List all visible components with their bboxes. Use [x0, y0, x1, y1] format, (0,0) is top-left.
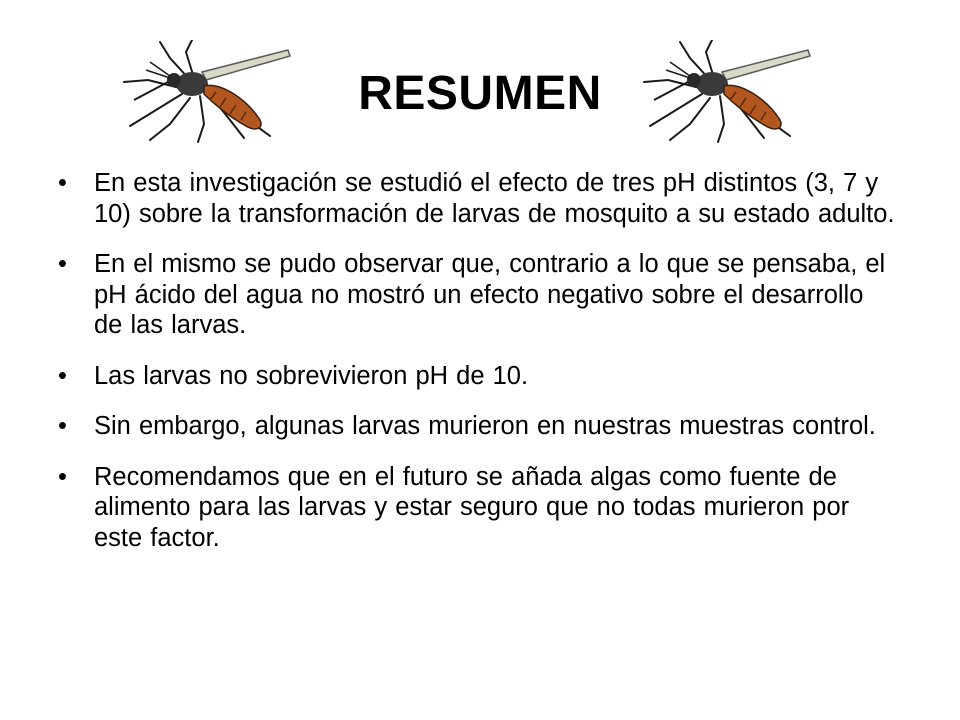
bullet-item — [58, 249, 898, 341]
mosquito-icon — [640, 40, 840, 144]
bullet-icon: • — [58, 169, 67, 197]
bullet-list — [58, 168, 898, 573]
bullet-item — [58, 168, 898, 229]
bullet-item — [58, 411, 898, 442]
bullet-icon: • — [58, 412, 67, 440]
bullet-text: Recomendamos que en el futuro se añada algas como fuente de alimento para las larvas y estar seguro que no todas murieron por este factor. — [94, 462, 850, 552]
bullet-text: Las larvas no sobrevivieron pH de 10. — [94, 361, 529, 390]
bullet-item — [58, 462, 898, 554]
bullet-icon: • — [58, 462, 67, 491]
bullet-text: En el mismo se pudo observar que, contrario a lo que se pensaba, el pH ácido del agua no mostró un efecto negativo sobre el desarrollo de las larvas. — [94, 250, 886, 339]
mosquito-icon — [120, 40, 320, 144]
bullet-icon: • — [58, 250, 67, 278]
page-title: RESUMEN — [358, 67, 602, 120]
bullet-text: Sin embargo, algunas larvas murieron en nuestras muestras control. — [94, 412, 876, 440]
bullet-item — [58, 361, 898, 392]
bullet-text: En esta investigación se estudió el efecto de tres pH distintos (3, 7 y 10) sobre la transformación de larvas de mosquito a su estado adulto. — [94, 169, 895, 228]
bullet-icon: • — [58, 361, 67, 390]
